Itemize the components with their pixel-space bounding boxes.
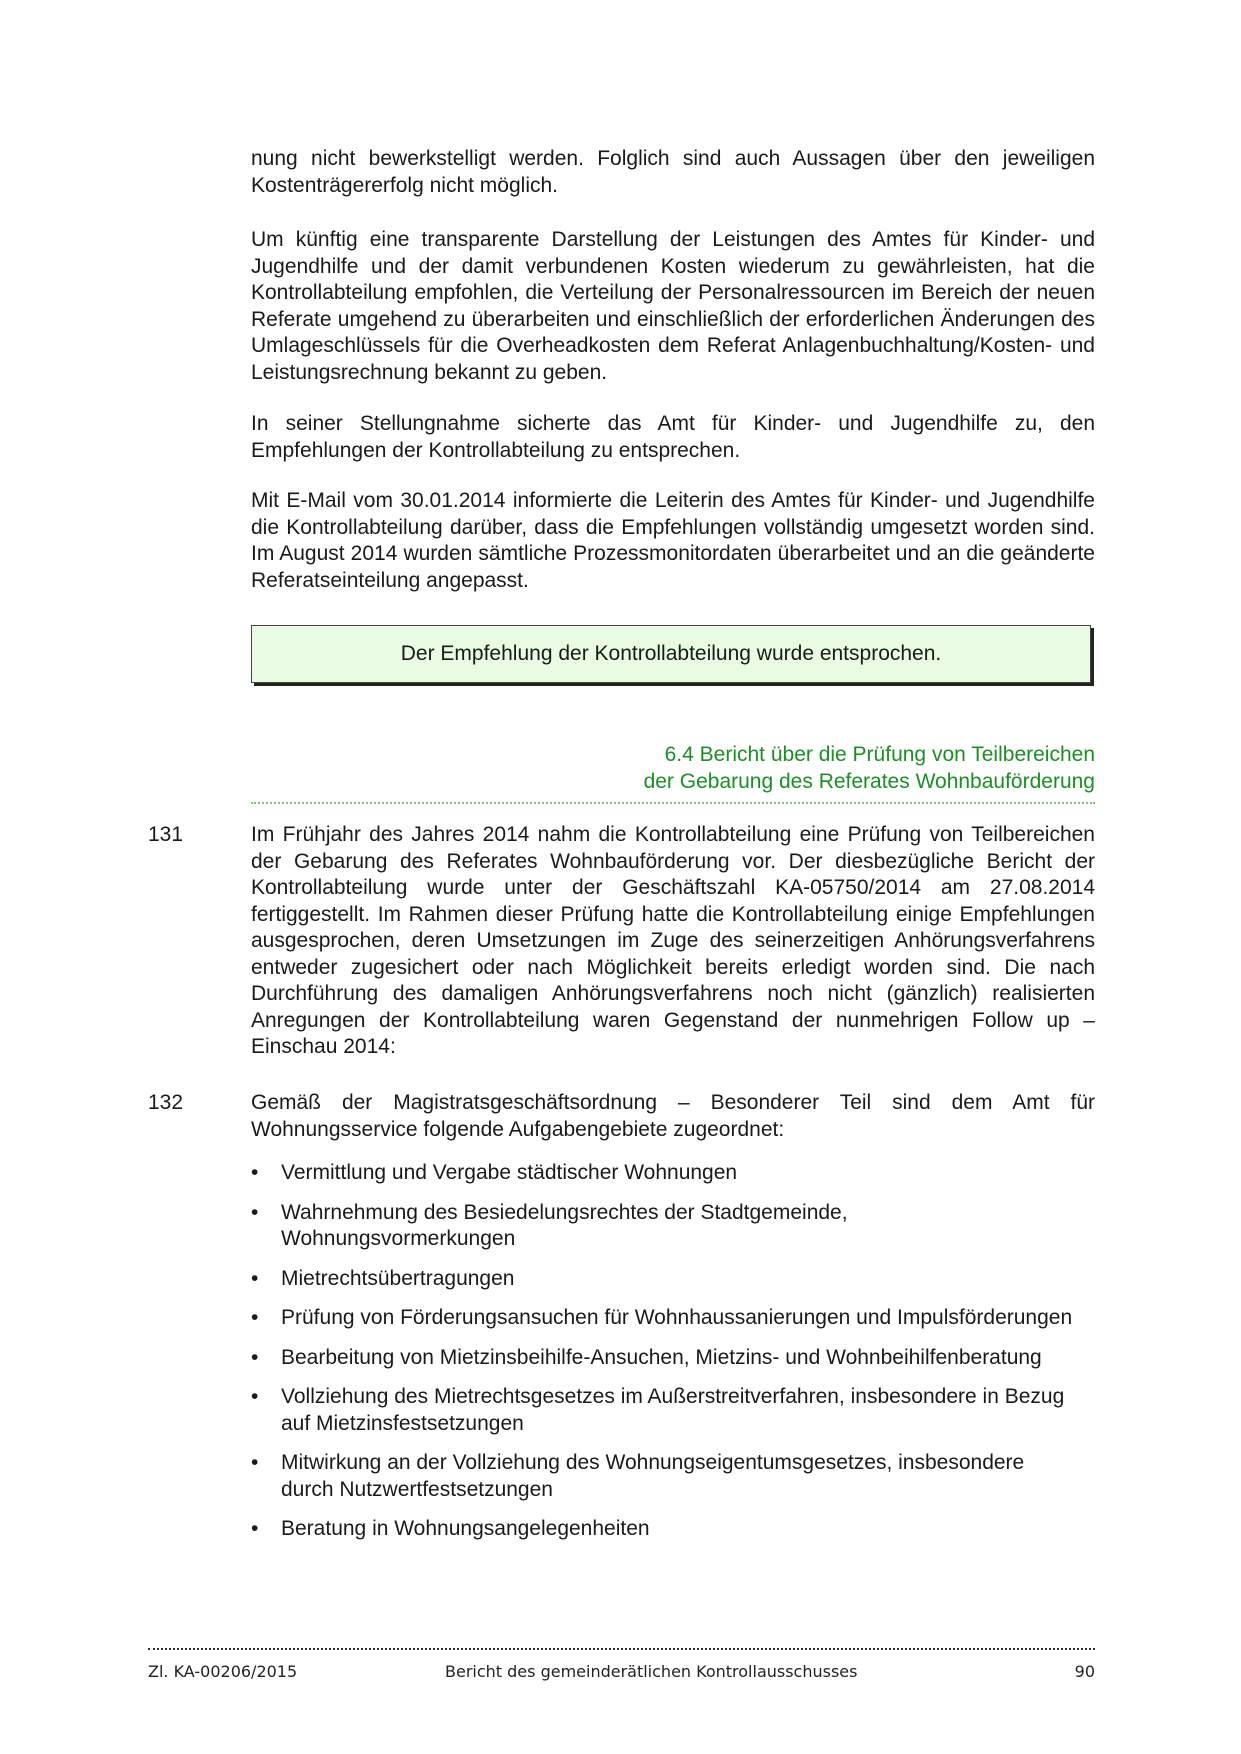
decision-box (251, 625, 1091, 683)
list-item (251, 1160, 1076, 1187)
paragraph (251, 227, 1095, 386)
paragraph-text: Mit E-Mail vom 30.01.2014 informierte die Leiterin des Amtes für Kinder- und Jugendhilfe die Kontrollabteilung darüber, dass die Empfehlungen vollständig umgesetzt worden sind. Im August 2014 wurden sämtliche Prozessmonitordaten überarbeitet und an die geänderte Referatseinteilung angepasst. (251, 489, 1095, 592)
paragraph (251, 488, 1095, 594)
bullet-icon: • (251, 1161, 259, 1184)
list-item-text: Vollziehung des Mietrechtsgesetzes im Außerstreitverfahren, insbesondere in Bezug auf Mietzinsfestsetzungen (281, 1385, 1065, 1435)
bullet-icon: • (251, 1451, 259, 1474)
page-number: 90 (1074, 1662, 1095, 1681)
bullet-icon: • (251, 1385, 259, 1408)
list-item-text: Wahrnehmung des Besiedelungsrechtes der Stadtgemeinde, Wohnungsvormerkungen (281, 1200, 848, 1250)
footer-reference: Zl. KA-00206/2015 (148, 1662, 298, 1681)
section-heading-line1: 6.4 Bericht über die Prüfung von Teilbereichen (664, 743, 1095, 766)
paragraph-text: In seiner Stellungnahme sicherte das Amt für Kinder- und Jugendhilfe zu, den Empfehlungen der Kontrollabteilung zu entsprechen. (251, 412, 1095, 462)
list-item (251, 1200, 1076, 1253)
paragraph-text: Gemäß der Magistratsgeschäftsordnung – Besonderer Teil sind dem Amt für Wohnungsservice folgende Aufgabengebiete zugeordnet: (251, 1091, 1095, 1141)
list-item (251, 1384, 1076, 1437)
paragraph-number: 132 (148, 1091, 184, 1114)
section-heading-line2: der Gebarung des Referates Wohnbauförderung (643, 770, 1095, 793)
paragraph-text: nung nicht bewerkstelligt werden. Folglich sind auch Aussagen über den jeweiligen Kostenträgererfolg nicht möglich. (251, 147, 1095, 197)
bullet-icon: • (251, 1517, 259, 1540)
footer-divider (148, 1648, 1095, 1650)
bullet-icon: • (251, 1200, 259, 1224)
paragraph-text: Um künftig eine transparente Darstellung der Leistungen des Amtes für Kinder- und Jugendhilfe und der damit verbundenen Kosten wiederum zu gewährleisten, hat die Kontrollabteilung empfohlen, die Verteilung der Personalressourcen im Bereich der neuen Referate umgehend zu überarbeiten und einschließlich der erforderlichen Änderungen des Umlageschlüssels für die Overheadkosten dem Referat Anlagenbuchhaltung/Kosten- und Leistungsrechnung bekannt zu geben. (251, 228, 1095, 384)
numbered-paragraph (251, 822, 1095, 1061)
list-item-text: Vermittlung und Vergabe städtischer Wohnungen (281, 1161, 738, 1184)
list-item (251, 1516, 1076, 1543)
task-list (251, 1160, 1076, 1556)
list-item-text: Mietrechtsübertragungen (281, 1266, 515, 1290)
heading-divider (251, 802, 1095, 804)
bullet-icon: • (251, 1266, 259, 1290)
bullet-icon: • (251, 1306, 259, 1329)
list-item-text: Beratung in Wohnungsangelegenheiten (281, 1517, 650, 1540)
list-item (251, 1266, 1076, 1293)
list-item (251, 1345, 1076, 1372)
paragraph (251, 146, 1095, 199)
decision-text: Der Empfehlung der Kontrollabteilung wurde entsprochen. (400, 642, 942, 665)
list-item-text: Mitwirkung an der Vollziehung des Wohnungseigentumsgesetzes, insbesondere durch Nutzwertfestsetzungen (281, 1451, 1025, 1501)
paragraph (251, 411, 1095, 464)
list-item (251, 1450, 1076, 1503)
paragraph-text: Im Frühjahr des Jahres 2014 nahm die Kontrollabteilung eine Prüfung von Teilbereichen der Gebarung des Referates Wohnbauförderung vor. Der diesbezügliche Bericht der Kontrollabteilung wurde unter der Geschäftszahl KA-05750/2014 am 27.08.2014 fertiggestellt. Im Rahmen dieser Prüfung hatte die Kontrollabteilung einige Empfehlungen ausgesprochen, deren Umsetzungen im Zuge des seinerzeitigen Anhörungsverfahrens entweder zugesichert oder nach Möglichkeit bereits erledigt worden sind. Die nach Durchführung des damaligen Anhörungsverfahrens noch nicht (gänzlich) realisierten Anregungen der Kontrollabteilung waren Gegenstand der nunmehrigen Follow up – Einschau 2014: (251, 823, 1095, 1058)
list-item-text: Prüfung von Förderungsansuchen für Wohnhaussanierungen und Impulsförderungen (281, 1306, 1073, 1329)
bullet-icon: • (251, 1345, 259, 1369)
list-item-text: Bearbeitung von Mietzinsbeihilfe-Ansuchen, Mietzins- und Wohnbeihilfenberatung (281, 1345, 1042, 1369)
list-item (251, 1305, 1076, 1332)
paragraph-number: 131 (148, 823, 184, 846)
section-heading (251, 741, 1095, 795)
footer-title: Bericht des gemeinderätlichen Kontrollausschusses (445, 1662, 858, 1681)
numbered-paragraph (251, 1090, 1095, 1143)
